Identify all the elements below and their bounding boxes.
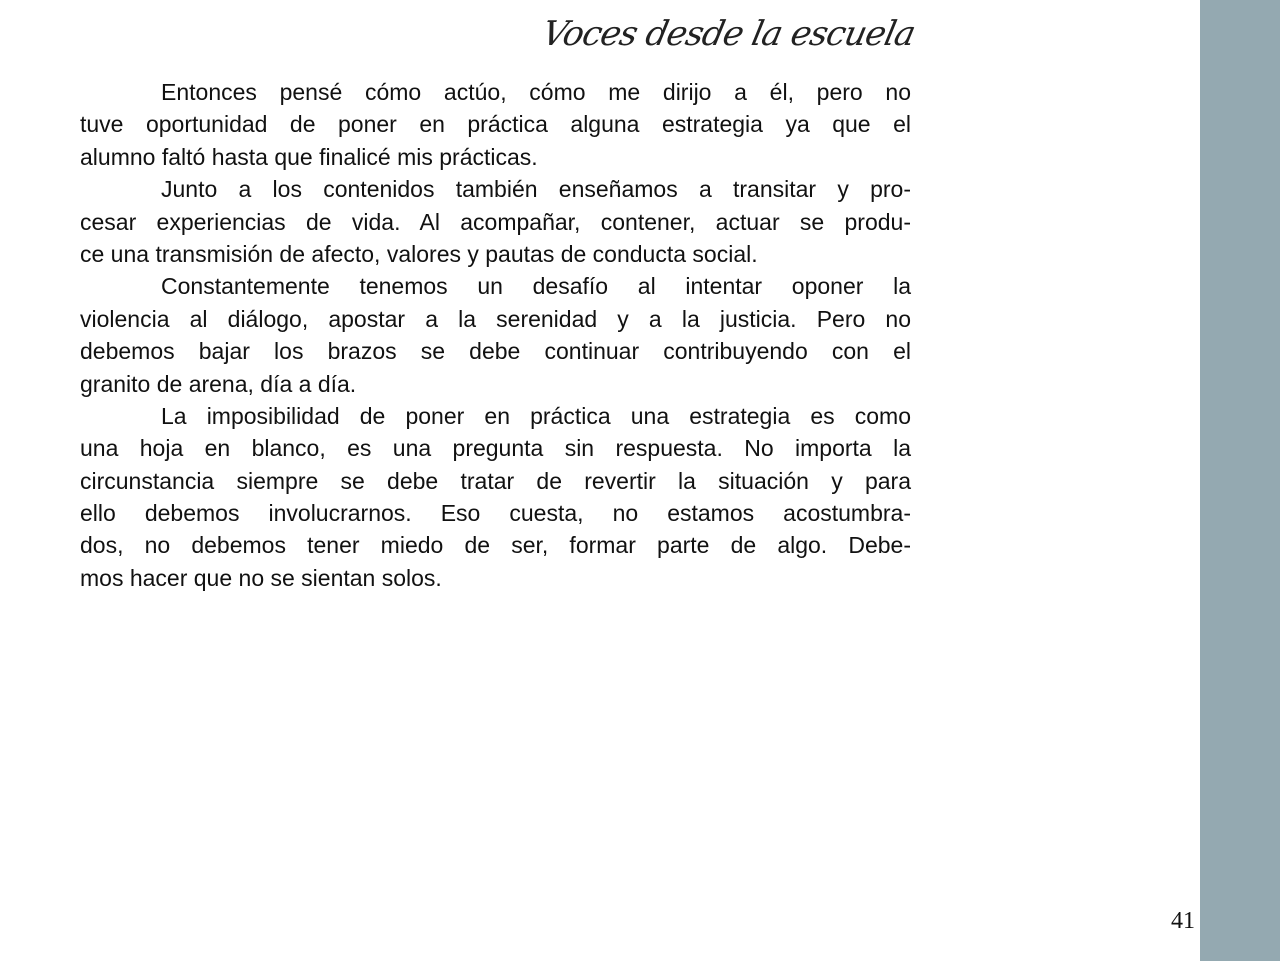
text-line: una hoja en blanco, es una pregunta sin respuesta. No importa la: [80, 435, 911, 462]
paragraph: [80, 270, 911, 400]
text-line: Junto a los contenidos también enseñamos a transitar y pro-: [161, 176, 911, 203]
body-text: [80, 76, 911, 594]
text-line: mos hacer que no se sientan solos.: [80, 564, 442, 591]
side-color-band: [1200, 0, 1280, 961]
text-line: violencia al diálogo, apostar a la serenidad y a la justicia. Pero no: [80, 305, 911, 332]
text-line: cesar experiencias de vida. Al acompañar, contener, actuar se produ-: [80, 208, 911, 235]
text-line: Entonces pensé cómo actúo, cómo me dirijo a él, pero no: [161, 79, 911, 105]
text-line: tuve oportunidad de poner en práctica alguna estrategia ya que el: [80, 111, 911, 138]
text-line: circunstancia siempre se debe tratar de revertir la situación y para: [80, 467, 911, 494]
text-line: dos, no debemos tener miedo de ser, formar parte de algo. Debe-: [80, 532, 911, 559]
text-line: debemos bajar los brazos se debe continuar contribuyendo con el: [80, 338, 911, 365]
running-header: Voces desde la escuela: [538, 14, 919, 54]
paragraph: [80, 76, 911, 173]
paragraph: [80, 400, 911, 594]
text-line: ello debemos involucrarnos. Eso cuesta, no estamos acostumbra-: [80, 500, 911, 527]
text-line: La imposibilidad de poner en práctica una estrategia es como: [161, 402, 911, 429]
text-line: granito de arena, día a día.: [80, 370, 357, 397]
paragraph: [80, 173, 911, 270]
text-line: Constantemente tenemos un desafío al intentar oponer la: [161, 273, 911, 300]
page-number: 41: [1171, 908, 1195, 934]
text-line: alumno faltó hasta que finalicé mis prácticas.: [80, 143, 538, 170]
text-line: ce una transmisión de afecto, valores y pautas de conducta social.: [80, 240, 758, 267]
